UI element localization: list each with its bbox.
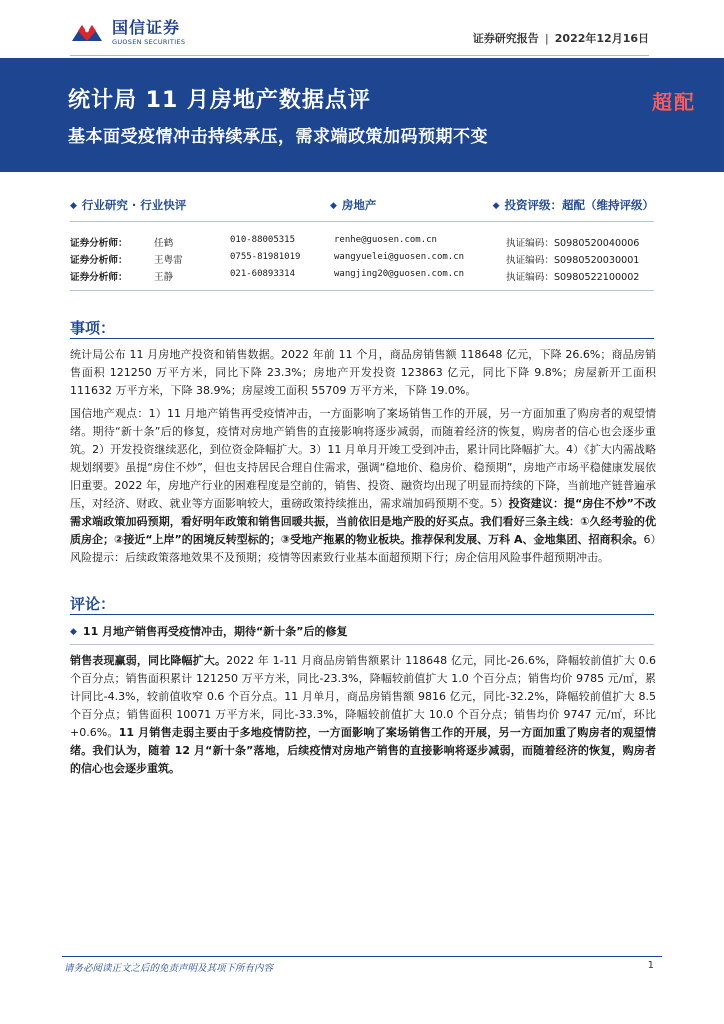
comment-heading: 评论： bbox=[70, 595, 116, 613]
analyst-row bbox=[70, 252, 670, 269]
viewpoint-body: 1）11 月地产销售再受疫情冲击，一方面影响了案场销售工作的开展，另一方面加重了购房者的观望情绪。期待“新十条”后的修复，疫情对房地产销售的直接影响将逐步减弱，而随着经济的恢复，购房者的信心也会逐步重筑。2）开发投资继续恶化，到位资金降幅扩大。3）11 月单月开竣工受到冲击，累计同比降幅扩大。4）《扩大内需战略规划纲要》虽提“房住不炒”，但也支持居民合理自住需求，强调“稳地价、稳房价、稳预期”，房地产市场平稳健康发展依旧重要。2022 年，房地产行业的困难程度是空前的，销售、投资、融资均出现了明显而持续的下降，当前地产链普遍承压，对经济、财政、就业等方面影响较大，重磅政策持续推出，需求端加码预期不变。5） bbox=[70, 407, 656, 510]
meta-rating bbox=[493, 197, 654, 213]
analyst-cert: 执证编码：S0980522100002 bbox=[506, 272, 640, 283]
events-heading: 事项： bbox=[70, 319, 116, 337]
events-rule bbox=[70, 338, 654, 339]
meta-sector bbox=[330, 197, 376, 213]
comment-subheading-text: 11 月地产销售再受疫情冲击，期待“新十条”后的修复 bbox=[82, 625, 348, 638]
report-date: 2022年12月16日 bbox=[554, 32, 649, 45]
analyst-role: 证券分析师： bbox=[70, 272, 128, 283]
analyst-row bbox=[70, 235, 670, 252]
analyst-cert: 执证编码：S0980520030001 bbox=[506, 255, 640, 266]
analyst-role: 证券分析师： bbox=[70, 238, 128, 249]
report-type: 证券研究报告 bbox=[472, 32, 539, 45]
brand-name: 国信证券 bbox=[112, 18, 181, 37]
header-divider bbox=[70, 55, 649, 56]
diamond-icon: ◆ bbox=[492, 201, 500, 211]
analyst-row bbox=[70, 269, 670, 286]
page-number: 1 bbox=[647, 960, 654, 971]
meta-category bbox=[70, 197, 186, 213]
diamond-icon: ◆ bbox=[330, 201, 337, 211]
analyst-phone: 0755-81981019 bbox=[230, 252, 301, 262]
analyst-name: 任鹤 bbox=[154, 238, 174, 249]
comment-subheading bbox=[70, 623, 348, 639]
disclaimer-text: 请务必阅读正文之后的免责声明及其项下所有内容 bbox=[64, 963, 274, 974]
comment-rule bbox=[70, 614, 654, 615]
viewpoint-paragraph bbox=[70, 405, 656, 567]
investment-advice: 投资建议：提“房住不炒”不改需求端政策加码预期，看好明年政策和销售回暖共振，当前依旧是地产股的好买点。我们看好三条主线：①久经考验的优质房企；②接近“上岸”的困境反转型标的；③受地产拖累的物业板块。推荐保利发展、万科 A、金地集团、招商积余。 bbox=[70, 497, 656, 546]
analyst-email[interactable]: wangjing20@guosen.com.cn bbox=[334, 269, 465, 279]
title-banner bbox=[0, 58, 724, 172]
analyst-table bbox=[70, 235, 670, 286]
rating-badge: 超配 bbox=[652, 90, 696, 114]
analyst-role: 证券分析师： bbox=[70, 255, 128, 266]
meta-row bbox=[70, 197, 654, 215]
comment-body: 2022 年 1-11 月商品房销售额累计 118648 亿元，同比-26.6%，降幅较前值扩大 0.6 个百分点；销售面积累计 121250 万平方米，同比-23.3%，降幅较前值扩大 1.0 个百分点；销售均价 9785 元/㎡，累计同比-4.3%，较前值收窄 0.6 个百分点。11 月单月，商品房销售额 9816 亿元，同比-32.2%，降幅较前值扩大 8.5 个百分点；销售面积 10071 万平方米，同比-33.3%，降幅较前值扩大 10.0 个百分点；销售均价 9747 元/㎡，环比+0.6%。 bbox=[70, 654, 656, 739]
report-meta bbox=[473, 30, 649, 46]
meta-category-label: 行业研究 · 行业快评 bbox=[81, 198, 187, 212]
guosen-logo-icon bbox=[70, 21, 104, 45]
viewpoint-lead: 国信地产观点： bbox=[70, 407, 149, 420]
header-separator: | bbox=[544, 32, 549, 45]
meta-rating-label: 投资评级：超配（维持评级） bbox=[504, 198, 654, 212]
report-title: 统计局 11 月房地产数据点评 bbox=[68, 88, 371, 113]
meta-divider bbox=[70, 221, 654, 222]
report-subtitle: 基本面受疫情冲击持续承压，需求端政策加码预期不变 bbox=[68, 127, 488, 147]
subheading-rule bbox=[70, 644, 654, 645]
analyst-email[interactable]: renhe@guosen.com.cn bbox=[334, 235, 437, 245]
diamond-icon: ◆ bbox=[70, 627, 77, 637]
comment-paragraph bbox=[70, 652, 656, 778]
brand-logo bbox=[70, 20, 185, 46]
brand-name-en: GUOSEN SECURITIES bbox=[112, 38, 186, 46]
events-paragraph: 统计局公布 11 月房地产投资和销售数据。2022 年前 11 个月，商品房销售额 118648 亿元，下降 26.6%；商品房销售面积 121250 万平方米，同比下降 23.3%；房地产开发投资 123863 亿元，同比下降 9.8%；房屋新开工面积 111632 万平方米，下降 38.9%；房屋竣工面积 55709 万平方米，下降 19.0%。 bbox=[70, 348, 656, 397]
analyst-cert: 执证编码：S0980520040006 bbox=[506, 238, 640, 249]
analyst-phone: 010-88005315 bbox=[230, 235, 296, 245]
analyst-name: 王粤雷 bbox=[154, 255, 183, 266]
analyst-email[interactable]: wangyuelei@guosen.com.cn bbox=[334, 252, 465, 262]
comment-conclusion: 11 月销售走弱主要由于多地疫情防控，一方面影响了案场销售工作的开展，另一方面加重了购房者的观望情绪。我们认为，随着 12 月“新十条”落地，后续疫情对房地产销售的直接影响将逐步减弱，而随着经济的恢复，购房者的信心也会逐步重筑。 bbox=[70, 726, 656, 775]
analyst-name: 王静 bbox=[154, 272, 174, 283]
analyst-divider bbox=[70, 290, 654, 291]
comment-lead: 销售表现赢弱，同比降幅扩大。 bbox=[70, 654, 227, 667]
diamond-icon: ◆ bbox=[70, 201, 77, 211]
footer-divider bbox=[62, 956, 662, 957]
analyst-phone: 021-60893314 bbox=[230, 269, 296, 279]
meta-sector-label: 房地产 bbox=[341, 198, 377, 212]
risk-warning: 6）风险提示：后续政策落地效果不及预期；疫情等因素致行业基本面超预期下行；房企信用风险事件超预期冲击。 bbox=[70, 533, 656, 564]
